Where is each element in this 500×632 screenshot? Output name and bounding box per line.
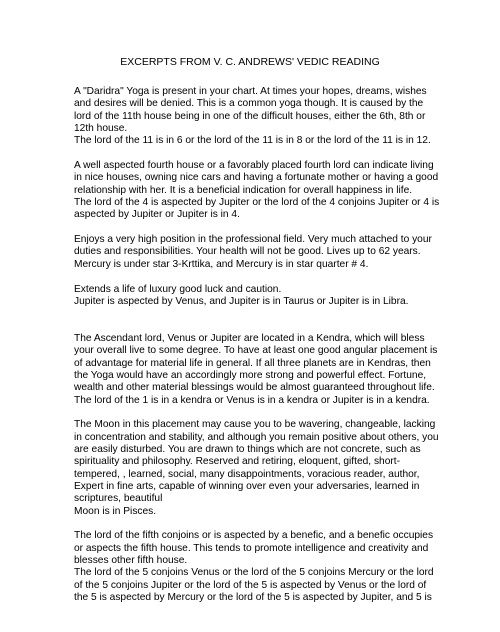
text-line: A well aspected fourth house or a favorably placed fourth lord can indicate living (74, 160, 434, 172)
text-line: Jupiter is aspected by Venus, and Jupiter is in Taurus or Jupiter is in Libra. (74, 295, 409, 307)
text-line: are easily disturbed. You are drawn to things which are not concrete, such as (74, 443, 421, 455)
text-line: The lord of the 4 is aspected by Jupiter or the lord of the 4 conjoins Jupiter or 4 is (74, 197, 440, 209)
text-line: lord of the 11th house being in one of the difficult houses, either the 6th, 8th or (74, 110, 426, 122)
text-line: blesses other fifth house. (74, 555, 188, 567)
document-body (74, 86, 500, 617)
text-line: Enjoys a very high position in the professional field. Very much attached to your (74, 234, 432, 246)
text-line: or aspects the fifth house. This tends to promote intelligence and creativity and (74, 542, 429, 554)
text-line: wealth and other material blessings would be almost guaranteed throughout life. (74, 382, 435, 394)
text-line: of advantage for material life in general. If all three planets are in Kendras, then (74, 357, 431, 369)
text-line: tempered, , learned, social, many disappointments, voracious reader, author, (74, 468, 420, 480)
text-line: The lord of the fifth conjoins or is aspected by a benefic, and a benefic occupies (74, 530, 434, 542)
text-line: in nice houses, owning nice cars and having a fortunate mother or having a good (74, 172, 439, 184)
text-line: scriptures, beautiful (74, 493, 163, 505)
text-line: A "Daridra" Yoga is present in your chart. At times your hopes, dreams, wishes (74, 86, 427, 97)
document-title: EXCERPTS FROM V. C. ANDREWS' VEDIC READING (120, 56, 380, 68)
paragraph-ascendant-lord (74, 333, 500, 407)
text-line: the Yoga would have an accordingly more strong and powerful effect. Fortune, (74, 369, 427, 381)
text-line: 12th house. (74, 123, 128, 135)
text-line: aspected by Jupiter or Jupiter is in 4. (74, 209, 240, 221)
text-line: your overall live to some degree. To have at least one good angular placement is (74, 345, 438, 357)
paragraph-fourth-house (74, 160, 500, 222)
text-line: Moon is in Pisces. (74, 505, 157, 517)
paragraph-luxury (74, 284, 500, 309)
paragraph-daridra-yoga (74, 86, 500, 148)
text-line: Mercury is under star 3-Krttika, and Mercury is in star quarter # 4. (74, 258, 369, 270)
paragraph-fifth-lord (74, 530, 500, 604)
text-line: and desires will be denied. This is a common yoga though. It is caused by the (74, 98, 424, 110)
text-line: in concentration and stability, and although you remain positive about others, you (74, 431, 439, 443)
text-line: Extends a life of luxury good luck and caution. (74, 283, 282, 295)
text-line: The Ascendant lord, Venus or Jupiter are located in a Kendra, which will bless (74, 332, 425, 344)
text-line: Expert in fine arts, capable of winning over even your adversaries, learned in (74, 481, 420, 492)
text-line: duties and responsibilities. Your health will not be good. Lives up to 62 years. (74, 246, 421, 258)
paragraph-moon-placement (74, 419, 500, 518)
text-line: The lord of the 11 is in 6 or the lord of the 11 is in 8 or the lord of the 11 is in 12. (74, 135, 431, 147)
text-line: relationship with her. It is a beneficial indication for overall happiness in life. (74, 184, 413, 196)
paragraph-professional-field (74, 234, 500, 271)
text-line: spirituality and philosophy. Reserved and retiring, eloquent, gifted, short- (74, 456, 400, 468)
text-line: The lord of the 5 conjoins Venus or the lord of the 5 conjoins Mercury or the lord (74, 567, 434, 579)
text-line: the 5 is aspected by Mercury or the lord of the 5 is aspected by Jupiter, and 5 is (74, 592, 432, 604)
text-line: The lord of the 1 is in a kendra or Venus is in a kendra or Jupiter is in a kendra. (74, 394, 430, 406)
text-line: of the 5 conjoins Jupiter or the lord of the 5 is aspected by Venus or the lord of (74, 579, 427, 591)
text-line: The Moon in this placement may cause you to be wavering, changeable, lacking (74, 419, 436, 431)
